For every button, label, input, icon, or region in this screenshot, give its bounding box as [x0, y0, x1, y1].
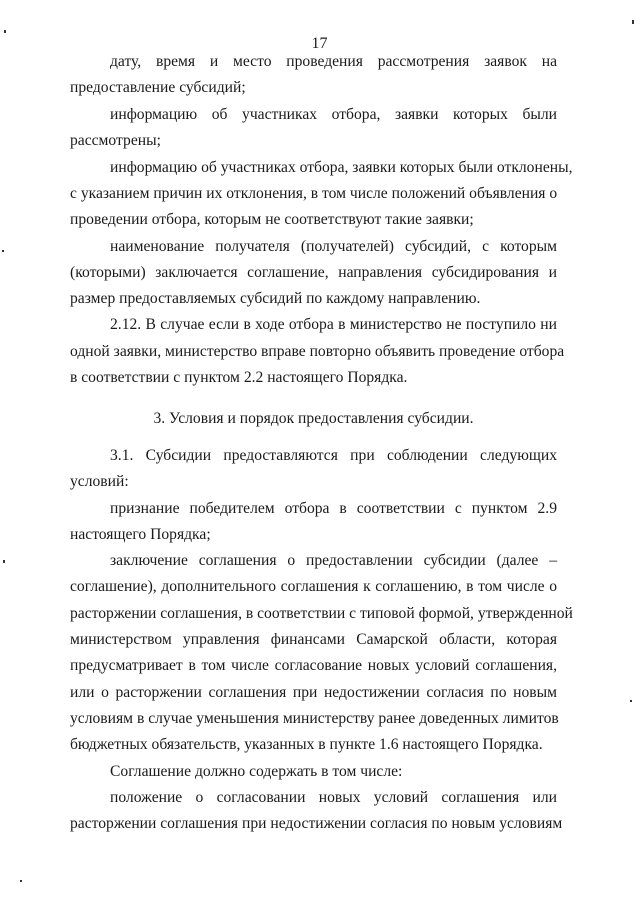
- text-line: бюджетных обязательств, указанных в пункте 1.6 настоящего Порядка.: [70, 736, 543, 753]
- text-line: 3.1. Субсидии предоставляются при соблюдении следующих: [110, 447, 557, 464]
- text-line: или о расторжении соглашения при недостижении согласия по новым: [70, 684, 557, 701]
- scan-speck: [2, 250, 4, 252]
- text-line: предоставление субсидий;: [70, 79, 246, 96]
- text-line: признание победителем отбора в соответствии с пунктом 2.9: [110, 500, 557, 517]
- text-line: в соответствии с пунктом 2.2 настоящего Порядка.: [70, 369, 408, 386]
- text-line: (которыми) заключается соглашение, направления субсидирования и: [70, 264, 557, 281]
- text-line: расторжении соглашения при недостижении согласия по новым условиям: [70, 815, 563, 832]
- scan-speck: [3, 560, 5, 563]
- text-line: положение о согласовании новых условий соглашения или: [110, 789, 557, 806]
- scan-speck: [4, 30, 6, 33]
- text-line: 2.12. В случае если в ходе отбора в министерство не поступило ни: [110, 316, 557, 333]
- text-line: министерством управления финансами Самарской области, которая: [70, 631, 557, 648]
- text-line: соглашение), дополнительного соглашения к соглашению, в том числе о: [70, 578, 557, 595]
- text-line: с указанием причин их отклонения, в том числе положений объявления о: [70, 185, 558, 202]
- text-line: условий:: [70, 473, 129, 490]
- text-line: одной заявки, министерство вправе повторно объявить проведение отбора: [70, 343, 565, 360]
- text-line: информацию об участниках отбора, заявки которых были отклонены,: [110, 159, 573, 176]
- text-line: Соглашение должно содержать в том числе:: [110, 763, 403, 780]
- scan-speck: [630, 700, 632, 702]
- scan-speck: [632, 20, 634, 24]
- text-line: заключение соглашения о предоставлении субсидии (далее –: [110, 552, 557, 569]
- text-line: рассмотрены;: [70, 132, 161, 149]
- text-line: наименование получателя (получателей) субсидий, с которым: [110, 238, 557, 255]
- text-line: расторжении соглашения, в соответствии с типовой формой, утвержденной: [70, 605, 573, 622]
- text-line: информацию об участниках отбора, заявки которых были: [110, 106, 557, 123]
- scan-speck: [20, 880, 22, 882]
- text-line: проведении отбора, которым не соответствуют такие заявки;: [70, 211, 474, 228]
- text-line: дату, время и место проведения рассмотрения заявок на: [110, 53, 557, 70]
- section-heading: 3. Условия и порядок предоставления субсидии.: [153, 410, 474, 427]
- text-line: предусматривает в том числе согласование новых условий соглашения,: [70, 657, 557, 674]
- text-line: условиям в случае уменьшения министерству ранее доведенных лимитов: [70, 710, 559, 727]
- text-line: настоящего Порядка;: [70, 526, 211, 543]
- text-line: размер предоставляемых субсидий по каждому направлению.: [70, 290, 481, 307]
- page-number: 17: [311, 35, 328, 52]
